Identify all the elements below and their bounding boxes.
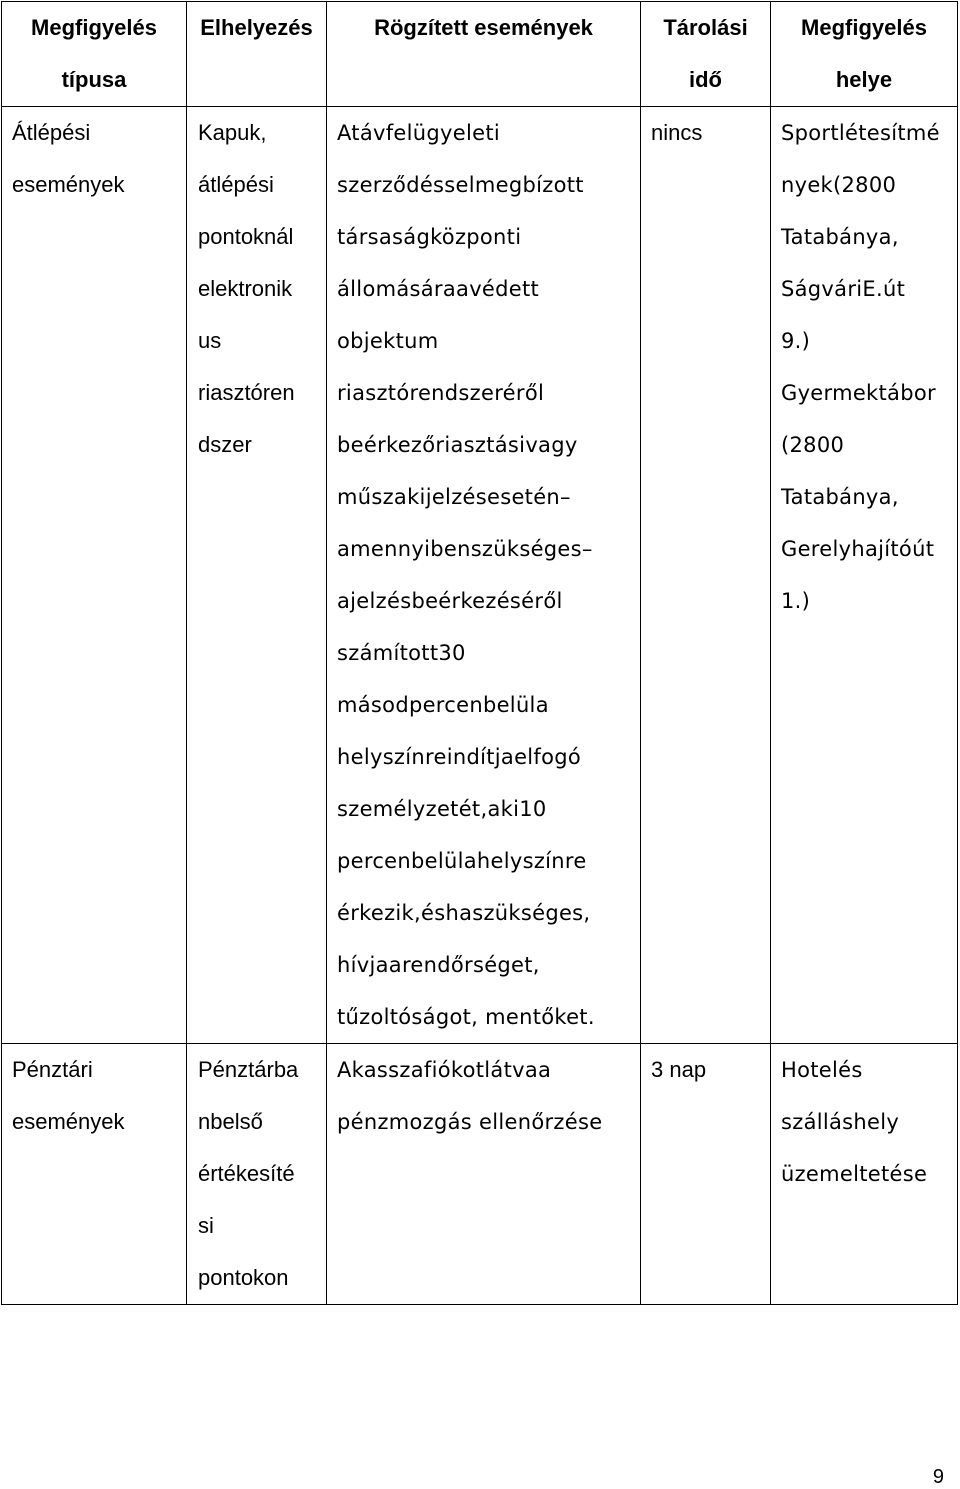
cell-observation-type xyxy=(2,107,187,1044)
word: Gerelyhajító xyxy=(781,537,913,561)
cell-line xyxy=(327,159,640,211)
word: beérkezéséről xyxy=(411,589,563,613)
cell-line xyxy=(327,471,640,523)
cell-line: pénzmozgás ellenőrzése xyxy=(337,1110,603,1134)
header-observation-type xyxy=(2,2,187,107)
word: 10 xyxy=(519,797,547,821)
word: – xyxy=(581,537,593,561)
word: a xyxy=(388,953,402,977)
word: Ságvári xyxy=(781,277,863,301)
word: hívja xyxy=(337,953,389,977)
word: és xyxy=(838,1058,863,1082)
cell-line: Pénztárba xyxy=(198,1057,299,1082)
header-line: típusa xyxy=(61,67,127,92)
cell-line: (2800 xyxy=(781,433,845,457)
events-table xyxy=(1,1,958,1305)
cell-storage-time xyxy=(641,107,771,1044)
word: helyszínre xyxy=(476,849,587,873)
cell-line: Gyermektábor xyxy=(781,381,936,405)
word: – xyxy=(560,485,571,509)
cell-line xyxy=(327,679,640,731)
cell-line xyxy=(771,523,957,575)
word: esetén xyxy=(486,485,561,509)
word: kasszafiókot xyxy=(351,1058,485,1082)
word: A xyxy=(337,121,352,145)
cell-line: pontoknál xyxy=(198,224,294,249)
cell-recorded-events xyxy=(327,107,641,1044)
cell-line xyxy=(187,1096,326,1148)
cell-line: 9.) xyxy=(781,329,811,353)
word: út xyxy=(912,537,935,561)
cell-line: objektum xyxy=(337,329,439,353)
cell-line: riasztóren xyxy=(198,380,295,405)
cell-line: dszer xyxy=(198,432,252,457)
header-line: Megfigyelés xyxy=(31,15,157,40)
word: jelzés xyxy=(350,589,412,613)
header-line: idő xyxy=(689,67,722,92)
cell-line: üzemeltetése xyxy=(781,1162,928,1186)
word: riasztási xyxy=(435,433,526,457)
cell-line: események xyxy=(12,1109,125,1134)
word: számított xyxy=(337,641,439,665)
cell-line: 3 nap xyxy=(651,1057,707,1082)
cell-recorded-events xyxy=(327,1044,641,1305)
word: Hotel xyxy=(781,1058,839,1082)
word: jelzés xyxy=(425,485,487,509)
cell-observation-location xyxy=(771,1044,958,1305)
cell-line xyxy=(327,731,640,783)
word: szerződéssel xyxy=(337,173,475,197)
word: megbízott xyxy=(474,173,584,197)
cell-placement xyxy=(187,107,327,1044)
table-row xyxy=(2,1044,958,1305)
word: aki xyxy=(487,797,520,821)
word: műszaki xyxy=(337,485,426,509)
cell-line: pontokon xyxy=(198,1265,289,1290)
cell-line: riasztórendszeréről xyxy=(337,381,545,405)
cell-line xyxy=(771,1044,957,1096)
word: indítja xyxy=(446,745,515,769)
word: belül xyxy=(482,693,536,717)
cell-line: Tatabánya, xyxy=(781,225,899,249)
word: távfelügyeleti xyxy=(351,121,500,145)
cell-line xyxy=(327,627,640,679)
header-row xyxy=(2,2,958,107)
word: vagy xyxy=(525,433,578,457)
header-line: Megfigyelés xyxy=(801,15,927,40)
word: érkezik, xyxy=(337,901,421,925)
word: belső xyxy=(210,1109,263,1134)
cell-line xyxy=(327,575,640,627)
word: személyzetét, xyxy=(337,797,488,821)
header-observation-location xyxy=(771,2,958,107)
word: állomására xyxy=(337,277,457,301)
word: ha xyxy=(445,901,473,925)
cell-line: Átlépési xyxy=(12,120,91,145)
header-line: Tárolási xyxy=(663,15,748,40)
header-recorded-events xyxy=(327,2,641,107)
cell-line: Pénztári xyxy=(12,1057,93,1082)
cell-line xyxy=(327,211,640,263)
cell-line xyxy=(327,1044,640,1096)
cell-line xyxy=(327,887,640,939)
cell-line xyxy=(771,159,957,211)
word: út xyxy=(882,277,906,301)
cell-line: Kapuk, xyxy=(198,120,267,145)
cell-line: Sportlétesítmé xyxy=(781,121,940,145)
cell-line: us xyxy=(198,328,222,353)
word: szükséges, xyxy=(472,901,591,925)
cell-placement xyxy=(187,1044,327,1305)
word: a xyxy=(538,1058,552,1082)
word: rendőrséget, xyxy=(401,953,540,977)
cell-line xyxy=(327,783,640,835)
word: elfogó xyxy=(514,745,582,769)
word: védett xyxy=(469,277,540,301)
header-storage-time xyxy=(641,2,771,107)
cell-line xyxy=(327,263,640,315)
cell-line: Tatabánya, xyxy=(781,485,899,509)
word: szükséges xyxy=(470,537,582,561)
header-line: Elhelyezés xyxy=(200,15,313,40)
word: a xyxy=(535,693,549,717)
word: másodpercen xyxy=(337,693,483,717)
word: helyszínre xyxy=(337,745,447,769)
header-placement xyxy=(187,2,327,107)
cell-line xyxy=(771,263,957,315)
word: a xyxy=(456,277,470,301)
cell-observation-type xyxy=(2,1044,187,1305)
cell-line: 1.) xyxy=(781,589,811,613)
cell-line: átlépési xyxy=(198,172,274,197)
word: központi xyxy=(430,225,522,249)
cell-line xyxy=(327,939,640,991)
header-line: helye xyxy=(835,67,893,92)
word: (2800 xyxy=(833,173,897,197)
cell-line: elektronik xyxy=(198,276,293,301)
word: amennyiben xyxy=(337,537,471,561)
word: és xyxy=(420,901,446,925)
cell-line xyxy=(327,835,640,887)
word: társaság xyxy=(337,225,431,249)
word: E. xyxy=(862,277,883,301)
cell-storage-time xyxy=(641,1044,771,1305)
word: percen xyxy=(337,849,411,873)
page-number: 9 xyxy=(932,1466,944,1488)
word: belül xyxy=(411,849,464,873)
cell-line xyxy=(327,419,640,471)
cell-line: si xyxy=(198,1213,214,1238)
cell-observation-location xyxy=(771,107,958,1044)
cell-line: események xyxy=(12,172,125,197)
word: n xyxy=(198,1109,211,1134)
cell-line: tűzoltóságot, mentőket. xyxy=(337,1005,595,1029)
cell-line: értékesíté xyxy=(198,1161,295,1186)
cell-line: szálláshely xyxy=(781,1110,900,1134)
word: a xyxy=(337,589,351,613)
cell-line xyxy=(327,523,640,575)
word: a xyxy=(463,849,477,873)
table-row xyxy=(2,107,958,1044)
word: nyek xyxy=(781,173,834,197)
word: látva xyxy=(484,1058,539,1082)
cell-line xyxy=(327,107,640,159)
word: A xyxy=(337,1058,352,1082)
header-line: Rögzített események xyxy=(374,15,593,40)
word: 30 xyxy=(438,641,466,665)
word: beérkező xyxy=(337,433,436,457)
cell-line: nincs xyxy=(651,120,703,145)
